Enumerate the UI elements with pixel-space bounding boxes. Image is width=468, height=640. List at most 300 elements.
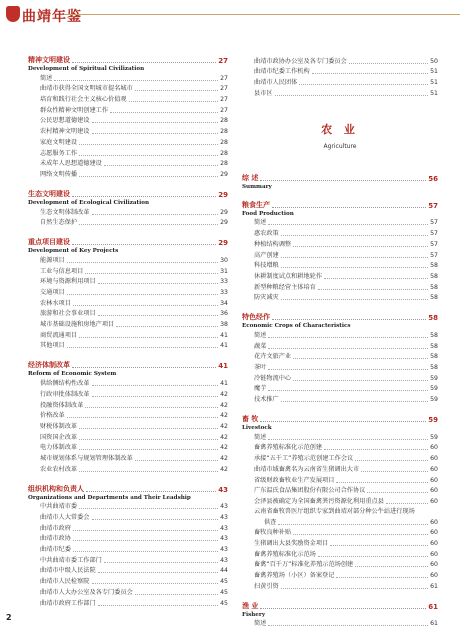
toc-entry[interactable] bbox=[242, 293, 438, 304]
toc-entry-page: 43 bbox=[220, 546, 228, 554]
toc-entry[interactable] bbox=[242, 570, 438, 581]
toc-entry[interactable] bbox=[242, 218, 438, 229]
toc-entry-title: 电力体制改革 bbox=[40, 444, 78, 452]
toc-entry[interactable] bbox=[242, 384, 438, 395]
toc-entry-page: 61 bbox=[430, 582, 438, 590]
dot-leader bbox=[260, 421, 426, 422]
toc-entry-title: 价格改革 bbox=[40, 412, 65, 420]
toc-entry-page: 60 bbox=[430, 539, 438, 547]
toc-entry-title: 曲靖市域畜禽名为云南省生猪调出大市 bbox=[254, 465, 360, 473]
toc-entry-page: 41 bbox=[220, 342, 228, 350]
toc-entry-title: 供给侧结构性改革 bbox=[40, 380, 90, 388]
dot-leader bbox=[336, 482, 428, 483]
toc-entry-page: 43 bbox=[220, 503, 228, 511]
toc-entry[interactable] bbox=[242, 517, 438, 528]
toc-entry-title: 承接“五千工”养殖示范创建工作会议 bbox=[254, 455, 354, 463]
toc-entry-page: 57 bbox=[430, 230, 438, 238]
toc-entry-page: 36 bbox=[220, 310, 228, 318]
toc-entry[interactable] bbox=[242, 56, 438, 67]
dot-leader bbox=[318, 289, 428, 290]
toc-entry-page: 60 bbox=[430, 550, 438, 558]
toc-entry-title: 曲靖市纪委 bbox=[40, 546, 71, 554]
section-title-en: Food Production bbox=[242, 210, 294, 217]
toc-entry-page: 57 bbox=[430, 219, 438, 227]
toc-entry-title: 茶叶 bbox=[254, 364, 267, 371]
toc-entry[interactable] bbox=[28, 207, 228, 218]
toc-section-heading[interactable] bbox=[242, 174, 438, 183]
toc-entry-title: 自然生态保护 bbox=[40, 219, 78, 227]
toc-entry[interactable] bbox=[28, 148, 228, 159]
agriculture-part-title bbox=[242, 121, 438, 150]
toc-entry-title: 曲靖市人民团体 bbox=[254, 79, 298, 87]
toc-entry-title: 广东温氏食品集团股份有限公司合作协议 bbox=[254, 487, 366, 495]
toc-entry[interactable] bbox=[242, 496, 438, 507]
toc-entry[interactable] bbox=[242, 239, 438, 250]
toc-entry-title: 新型种粮经营主体培育 bbox=[254, 283, 316, 291]
dot-leader bbox=[104, 562, 218, 563]
toc-entry-page: 59 bbox=[430, 433, 438, 441]
toc-entry[interactable] bbox=[28, 255, 228, 266]
toc-entry-page: 58 bbox=[430, 272, 438, 280]
toc-section-heading[interactable] bbox=[242, 313, 438, 322]
toc-entry[interactable] bbox=[242, 453, 438, 464]
toc-entry-page: 58 bbox=[430, 294, 438, 302]
toc-entry[interactable] bbox=[242, 352, 438, 363]
toc-section-heading[interactable] bbox=[242, 415, 438, 424]
dot-leader bbox=[79, 439, 218, 440]
toc-entry-page: 60 bbox=[430, 518, 438, 526]
dot-leader bbox=[92, 385, 219, 386]
dot-leader bbox=[86, 491, 216, 492]
dot-leader bbox=[79, 428, 218, 429]
toc-entry[interactable] bbox=[242, 581, 438, 592]
toc-entry-page: 29 bbox=[220, 170, 228, 178]
toc-entry-title: 农村精神文明建设 bbox=[40, 128, 90, 136]
toc-entry[interactable] bbox=[28, 555, 228, 566]
dot-leader bbox=[278, 524, 428, 525]
dot-leader bbox=[79, 449, 218, 450]
toc-entry-title: 畜禽养殖标准化示范创建 bbox=[254, 444, 323, 452]
toc-entry[interactable] bbox=[28, 411, 228, 422]
toc-entry-title: 曲靖市人大常委会 bbox=[40, 514, 90, 521]
toc-entry[interactable] bbox=[242, 261, 438, 272]
toc-entry-page: 42 bbox=[220, 401, 228, 409]
yearbook-logo-icon bbox=[6, 6, 20, 22]
toc-entry-page: 60 bbox=[430, 497, 438, 505]
toc-entry[interactable] bbox=[28, 73, 228, 84]
section-title-en: Fishery bbox=[242, 611, 266, 618]
toc-entry[interactable] bbox=[28, 464, 228, 475]
toc-left-column bbox=[28, 56, 228, 609]
toc-entry-page: 57 bbox=[430, 251, 438, 259]
toc-entry[interactable] bbox=[28, 534, 228, 545]
toc-entry-page: 59 bbox=[430, 396, 438, 404]
toc-entry-title: 花卉文旅产业 bbox=[254, 353, 292, 361]
toc-entry-title: 冷链物流中心 bbox=[254, 374, 292, 382]
toc-entry[interactable] bbox=[242, 486, 438, 497]
dot-leader bbox=[73, 540, 218, 541]
toc-entry-title: 科技增粮 bbox=[254, 262, 279, 270]
toc-entry-title: 曲靖市政协办公室及各专门委员会 bbox=[254, 57, 347, 65]
toc-entry-page: 30 bbox=[220, 256, 228, 264]
dot-leader bbox=[272, 319, 426, 320]
dot-leader bbox=[324, 449, 428, 450]
toc-entry-title: 休耕制度试点和耕地轮作 bbox=[254, 272, 323, 280]
section-title-cn: 生态文明建设 bbox=[28, 189, 70, 198]
toc-entry-title: 蔬菜 bbox=[254, 342, 267, 350]
toc-entry-page: 38 bbox=[220, 321, 228, 329]
toc-entry[interactable] bbox=[242, 507, 438, 517]
section-title-cn: 渔 业 bbox=[242, 601, 259, 610]
toc-entry-page: 28 bbox=[220, 138, 228, 146]
toc-entry-page: 45 bbox=[220, 578, 228, 586]
dot-leader bbox=[85, 273, 218, 274]
toc-entry-page: 61 bbox=[430, 620, 438, 628]
toc-entry[interactable] bbox=[28, 389, 228, 400]
page-header bbox=[0, 0, 468, 28]
toc-entry[interactable] bbox=[242, 250, 438, 261]
toc-entry[interactable] bbox=[28, 169, 228, 180]
toc-entry[interactable] bbox=[28, 587, 228, 598]
toc-entry[interactable] bbox=[242, 271, 438, 282]
section-title-cn: 特色经作 bbox=[242, 313, 270, 322]
toc-entry-title: 供查 bbox=[264, 518, 277, 526]
toc-entry[interactable] bbox=[242, 432, 438, 443]
toc-entry-title: 工业与信息项目 bbox=[40, 267, 84, 275]
dot-leader bbox=[104, 165, 218, 166]
toc-entry-page: 44 bbox=[220, 567, 228, 575]
dot-leader bbox=[367, 492, 428, 493]
toc-section-heading[interactable] bbox=[28, 361, 228, 370]
toc-entry-title: 其他项目 bbox=[40, 342, 65, 350]
toc-entry-title: 家庭文明建设 bbox=[40, 138, 78, 146]
dot-leader bbox=[268, 390, 428, 391]
toc-entry[interactable] bbox=[28, 512, 228, 523]
dot-leader bbox=[92, 133, 219, 134]
dot-leader bbox=[355, 566, 428, 567]
toc-entry[interactable] bbox=[242, 77, 438, 88]
toc-entry-page: 33 bbox=[220, 289, 228, 296]
toc-entry[interactable] bbox=[242, 282, 438, 293]
toc-entry-title: 交通项目 bbox=[40, 289, 65, 296]
dot-leader bbox=[92, 583, 219, 584]
toc-entry[interactable] bbox=[242, 528, 438, 539]
dot-leader bbox=[293, 380, 428, 381]
dot-leader bbox=[67, 294, 218, 295]
toc-entry[interactable] bbox=[28, 400, 228, 411]
section-page: 57 bbox=[428, 201, 438, 210]
toc-entry[interactable] bbox=[242, 394, 438, 405]
dot-leader bbox=[98, 315, 218, 316]
toc-entry[interactable] bbox=[28, 566, 228, 577]
toc-entry[interactable] bbox=[242, 330, 438, 341]
toc-entry[interactable] bbox=[28, 576, 228, 587]
dot-leader bbox=[67, 347, 218, 348]
dot-leader bbox=[79, 176, 218, 177]
toc-entry-page: 43 bbox=[220, 535, 228, 543]
toc-section-heading[interactable] bbox=[28, 56, 228, 65]
toc-section-heading[interactable] bbox=[28, 238, 228, 247]
toc-entry[interactable] bbox=[28, 287, 228, 298]
section-page: 29 bbox=[218, 190, 228, 199]
dot-leader bbox=[281, 588, 428, 589]
toc-entry-page: 43 bbox=[220, 524, 228, 532]
dot-leader bbox=[324, 278, 428, 279]
toc-entry-title: 曲靖市政协 bbox=[40, 535, 71, 543]
toc-entry-title: 未成年人思想道德建设 bbox=[40, 160, 102, 168]
toc-entry-title: 国资国企改革 bbox=[40, 433, 78, 441]
toc-entry-title: 财税体制改革 bbox=[40, 422, 78, 430]
section-title-en: Development of Ecological Civilization bbox=[28, 199, 150, 206]
toc-entry-title: 技术推广 bbox=[254, 396, 279, 404]
toc-entry-page: 51 bbox=[430, 68, 438, 76]
toc-entry-page: 58 bbox=[430, 283, 438, 291]
dot-leader bbox=[135, 460, 218, 461]
toc-entry[interactable] bbox=[28, 378, 228, 389]
toc-entry-title: 防灾减灾 bbox=[254, 294, 279, 302]
toc-entry-title: 中共曲靖市委工作部门 bbox=[40, 556, 102, 564]
dot-leader bbox=[135, 90, 218, 91]
dot-leader bbox=[312, 73, 428, 74]
toc-entry[interactable] bbox=[28, 432, 228, 443]
section-title-cn: 重点项目建设 bbox=[28, 238, 70, 247]
toc-entry[interactable] bbox=[242, 549, 438, 560]
toc-entry-page: 28 bbox=[220, 149, 228, 157]
section-title-cn: 综 述 bbox=[242, 173, 259, 182]
toc-entry-page: 43 bbox=[220, 556, 228, 564]
toc-entry-page: 28 bbox=[220, 117, 228, 125]
toc-entry-title: 畜禽养殖场（小区）备案登记 bbox=[254, 572, 335, 579]
toc-entry-title: 曲靖市纪委工作机构 bbox=[254, 68, 310, 76]
toc-entry[interactable] bbox=[242, 475, 438, 486]
toc-entry-title: 志愿服务工作 bbox=[40, 149, 78, 157]
dot-leader bbox=[73, 530, 218, 531]
toc-entry-title: 农业农村改革 bbox=[40, 465, 78, 473]
dot-leader bbox=[330, 545, 428, 546]
toc-entry-title: 云南省畜牧兽医厅组织专家到曲靖对部分种公牛站进行现场 bbox=[254, 507, 415, 515]
toc-entry-page: 41 bbox=[220, 331, 228, 339]
toc-entry-title: 畜牧良种补贴 bbox=[254, 529, 292, 537]
toc-entry[interactable] bbox=[28, 126, 228, 137]
toc-entry[interactable] bbox=[28, 266, 228, 277]
toc-entry-title: 简述 bbox=[254, 620, 267, 628]
toc-entry[interactable] bbox=[28, 341, 228, 352]
section-title-en: Development of Key Projects bbox=[28, 248, 119, 255]
toc-entry-title: 城市基础设施和房地产项目 bbox=[40, 321, 115, 329]
section-gap bbox=[242, 405, 438, 415]
toc-entry[interactable] bbox=[28, 298, 228, 309]
dot-leader bbox=[275, 95, 429, 96]
toc-entry-title: 农林水项目 bbox=[40, 299, 71, 307]
dot-leader bbox=[79, 144, 218, 145]
toc-entry-page: 42 bbox=[220, 454, 228, 462]
toc-entry[interactable] bbox=[242, 88, 438, 99]
section-title-en: Reform of Economic System bbox=[28, 371, 117, 378]
toc-entry[interactable] bbox=[28, 421, 228, 432]
toc-entry-title: 培育和践行社会主义核心价值观 bbox=[40, 96, 127, 104]
part-title-cn: 农 业 bbox=[321, 122, 359, 136]
toc-entry[interactable] bbox=[242, 67, 438, 78]
dot-leader bbox=[79, 224, 218, 225]
dot-leader bbox=[281, 235, 428, 236]
dot-leader bbox=[129, 101, 219, 102]
section-page: 56 bbox=[428, 174, 438, 183]
toc-entry-page: 60 bbox=[430, 476, 438, 484]
dot-leader bbox=[98, 283, 218, 284]
toc-entry-title: 行政审批体制改革 bbox=[40, 390, 90, 398]
dot-leader bbox=[54, 80, 218, 81]
toc-entry[interactable] bbox=[28, 84, 228, 95]
toc-entry-page: 27 bbox=[220, 74, 228, 82]
toc-entry-page: 50 bbox=[430, 57, 438, 65]
toc-section-heading[interactable] bbox=[28, 485, 228, 494]
dot-leader bbox=[110, 112, 218, 113]
toc-entry-title: 曲靖市人大办公室及各专门委员会 bbox=[40, 588, 133, 596]
toc-entry-title: 能源项目 bbox=[40, 256, 65, 264]
section-gap bbox=[242, 303, 438, 313]
toc-entry-page: 42 bbox=[220, 433, 228, 441]
section-title-cn: 经济体制改革 bbox=[28, 361, 70, 370]
dot-leader bbox=[299, 84, 428, 85]
toc-entry[interactable] bbox=[28, 105, 228, 116]
toc-entry-page: 29 bbox=[220, 208, 228, 216]
toc-entry[interactable] bbox=[28, 443, 228, 454]
toc-entry-page: 58 bbox=[430, 364, 438, 371]
dot-leader bbox=[79, 155, 218, 156]
toc-entry[interactable] bbox=[242, 362, 438, 373]
toc-entry[interactable] bbox=[28, 116, 228, 127]
dot-leader bbox=[268, 224, 428, 225]
toc-entry-page: 45 bbox=[220, 599, 228, 607]
toc-entry[interactable] bbox=[28, 94, 228, 105]
toc-entry[interactable] bbox=[28, 544, 228, 555]
toc-entry-page: 42 bbox=[220, 412, 228, 420]
section-page: 58 bbox=[428, 314, 438, 323]
toc-entry-page: 59 bbox=[430, 385, 438, 393]
toc-section-heading[interactable] bbox=[242, 602, 438, 611]
dot-leader bbox=[318, 556, 428, 557]
toc-entry-title: 旅游和社会事业项目 bbox=[40, 310, 96, 318]
dot-leader bbox=[281, 299, 428, 300]
toc-entry-title: 生态文明体制改革 bbox=[40, 208, 90, 216]
dot-leader bbox=[272, 207, 426, 208]
dot-leader bbox=[293, 358, 428, 359]
toc-entry-page: 42 bbox=[220, 390, 228, 398]
dot-leader bbox=[386, 503, 428, 504]
toc-entry-page: 51 bbox=[430, 89, 438, 97]
dot-leader bbox=[281, 257, 428, 258]
dot-leader bbox=[92, 122, 219, 123]
dot-leader bbox=[260, 180, 426, 181]
toc-entry-title: 群众性精神文明创建工作 bbox=[40, 106, 109, 114]
toc-right-column bbox=[242, 56, 438, 629]
toc-entry-page: 27 bbox=[220, 96, 228, 104]
section-title-cn: 畜 牧 bbox=[242, 415, 259, 424]
toc-entry-title: 简述 bbox=[254, 219, 267, 227]
toc-entry[interactable] bbox=[28, 218, 228, 229]
toc-entry-page: 27 bbox=[220, 85, 228, 93]
header-rule bbox=[64, 14, 460, 15]
section-page: 27 bbox=[218, 57, 228, 65]
toc-entry[interactable] bbox=[28, 330, 228, 341]
section-page: 41 bbox=[218, 362, 228, 371]
toc-entry[interactable] bbox=[242, 538, 438, 549]
toc-entry-title: 曲靖市获得全国文明城市提名城市 bbox=[40, 85, 133, 93]
toc-entry-page: 34 bbox=[220, 299, 228, 307]
dot-leader bbox=[98, 572, 218, 573]
toc-entry-title: 曲靖市人民检察院 bbox=[40, 578, 90, 586]
toc-entry[interactable] bbox=[28, 523, 228, 534]
dot-leader bbox=[293, 534, 428, 535]
toc-entry[interactable] bbox=[28, 598, 228, 609]
toc-entry-title: 简述 bbox=[254, 331, 267, 339]
toc-entry[interactable] bbox=[242, 464, 438, 475]
dot-leader bbox=[79, 508, 218, 509]
toc-entry[interactable] bbox=[28, 309, 228, 320]
toc-entry-title: 公民思想道德建设 bbox=[40, 117, 90, 125]
toc-entry[interactable] bbox=[28, 137, 228, 148]
toc-entry[interactable] bbox=[28, 159, 228, 170]
dot-leader bbox=[268, 348, 428, 349]
toc-entry-page: 58 bbox=[430, 342, 438, 350]
dot-leader bbox=[336, 577, 428, 578]
toc-entry[interactable] bbox=[242, 560, 438, 571]
dot-leader bbox=[73, 551, 218, 552]
toc-entry-title: 高产创建 bbox=[254, 251, 279, 259]
toc-section-heading[interactable] bbox=[28, 190, 228, 199]
toc-entry-page: 60 bbox=[430, 487, 438, 495]
toc-entry-title: 畜禽养殖标准化示范场 bbox=[254, 550, 316, 558]
section-title-en: Livestock bbox=[242, 425, 272, 432]
toc-entry-page: 42 bbox=[220, 444, 228, 452]
section-title-cn: 组织机构和负责人 bbox=[28, 484, 84, 493]
toc-entry[interactable] bbox=[28, 319, 228, 330]
toc-entry-title: 曲靖市中级人民法院 bbox=[40, 567, 96, 575]
toc-entry-page: 58 bbox=[430, 353, 438, 361]
dot-leader bbox=[92, 214, 219, 215]
toc-entry-title: 环境与资源利用项目 bbox=[40, 278, 96, 286]
section-title-en: Economic Crops of Characteristics bbox=[242, 323, 351, 330]
toc-entry-page: 60 bbox=[430, 529, 438, 537]
toc-entry[interactable] bbox=[28, 277, 228, 288]
toc-entry-page: 41 bbox=[220, 380, 228, 388]
dot-leader bbox=[92, 519, 219, 520]
toc-entry-page: 28 bbox=[220, 160, 228, 168]
toc-entry-page: 43 bbox=[220, 514, 228, 521]
toc-entry[interactable] bbox=[28, 502, 228, 513]
toc-entry-page: 33 bbox=[220, 278, 228, 286]
toc-entry[interactable] bbox=[242, 373, 438, 384]
dot-leader bbox=[85, 407, 218, 408]
toc-entry-title: 惠农政策 bbox=[254, 230, 279, 238]
toc-entry-page: 27 bbox=[220, 106, 228, 114]
dot-leader bbox=[79, 471, 218, 472]
dot-leader bbox=[355, 460, 428, 461]
dot-leader bbox=[349, 63, 428, 64]
toc-entry-page: 28 bbox=[220, 128, 228, 136]
toc-entry[interactable] bbox=[242, 228, 438, 239]
toc-entry-page: 51 bbox=[430, 79, 438, 87]
toc-entry-page: 29 bbox=[220, 219, 228, 227]
toc-entry[interactable] bbox=[242, 341, 438, 352]
dot-leader bbox=[98, 605, 218, 606]
toc-entry[interactable] bbox=[242, 443, 438, 454]
part-title-en: Agriculture bbox=[323, 142, 357, 150]
toc-section-heading[interactable] bbox=[242, 201, 438, 210]
toc-entry[interactable] bbox=[242, 619, 438, 630]
toc-entry[interactable] bbox=[28, 453, 228, 464]
dot-leader bbox=[268, 369, 428, 370]
